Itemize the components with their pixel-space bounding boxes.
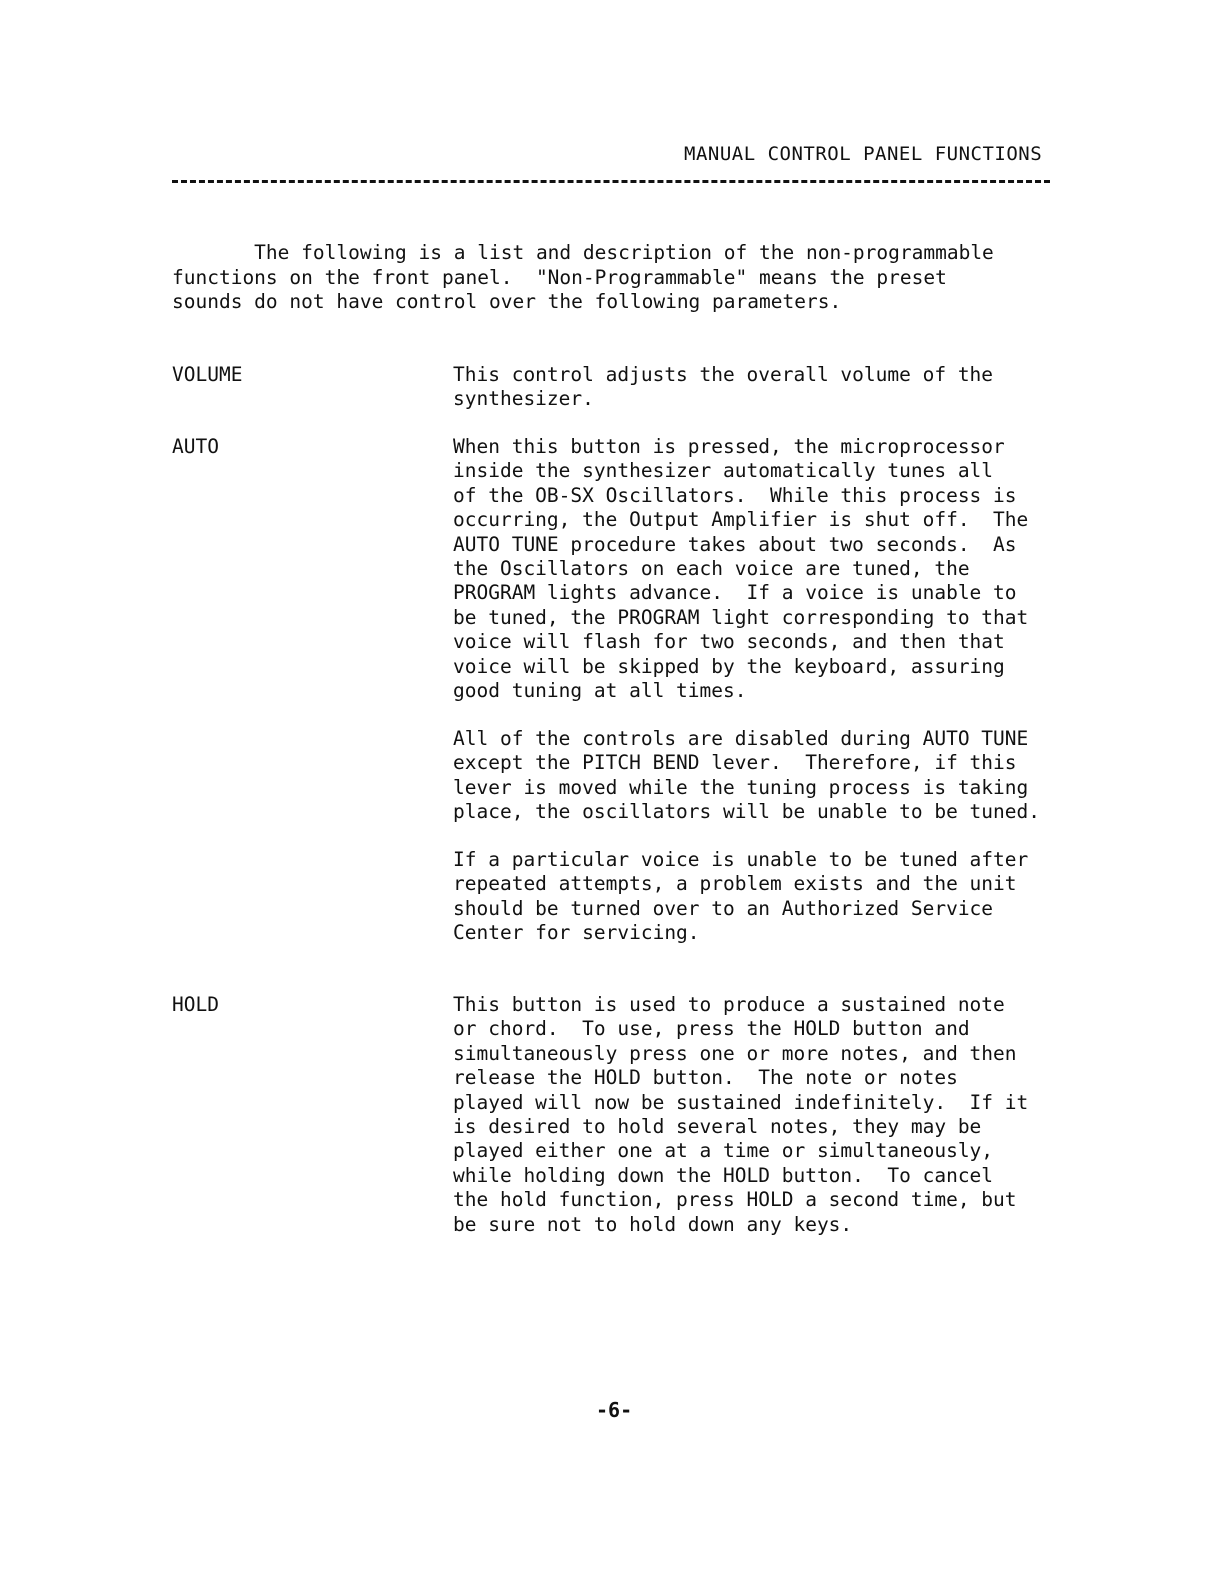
term-hold: HOLD xyxy=(172,993,219,1016)
term-auto: AUTO xyxy=(172,435,219,458)
description-auto-paragraph-2: All of the controls are disabled during AUTO TUNE except the PITCH BEND lever. Therefore, if this lever is moved while the tuning process is taking place, the oscillators will be unable to be tuned. xyxy=(453,727,1040,824)
intro-paragraph: The following is a list and description of the non-programmable functions on the front panel. "Non-Programmable" means the preset sounds do not have control over the following parameters. xyxy=(172,241,994,313)
header-dashed-rule xyxy=(172,180,1050,183)
page-number: -6- xyxy=(596,1398,633,1422)
description-auto-paragraph-3: If a particular voice is unable to be tuned after repeated attempts, a problem exists and the unit should be turned over to an Authorized Service Center for servicing. xyxy=(453,848,1029,945)
description-hold: This button is used to produce a sustained note or chord. To use, press the HOLD button and simultaneously press one or more notes, and then release the HOLD button. The note or notes played will now be sustained indefinitely. If it is desired to hold several notes, they may be played either one at a time or simultaneously, while holding down the HOLD button. To cancel the hold function, press HOLD a second time, but be sure not to hold down any keys. xyxy=(453,993,1029,1236)
term-volume: VOLUME xyxy=(172,363,243,386)
description-volume: This control adjusts the overall volume of the synthesizer. xyxy=(453,363,994,411)
section-header-title: MANUAL CONTROL PANEL FUNCTIONS xyxy=(684,143,1043,165)
description-auto-paragraph-1: When this button is pressed, the microprocessor inside the synthesizer automatically tunes all of the OB-SX Oscillators. While this process is occurring, the Output Amplifier is shut off. The AUTO TUNE procedure takes about two seconds. As the Oscillators on each voice are tuned, the PROGRAM lights advance. If a voice is unable to be tuned, the PROGRAM light corresponding to that voice will flash for two seconds, and then that voice will be skipped by the keyboard, assuring good tuning at all times. xyxy=(453,435,1029,703)
